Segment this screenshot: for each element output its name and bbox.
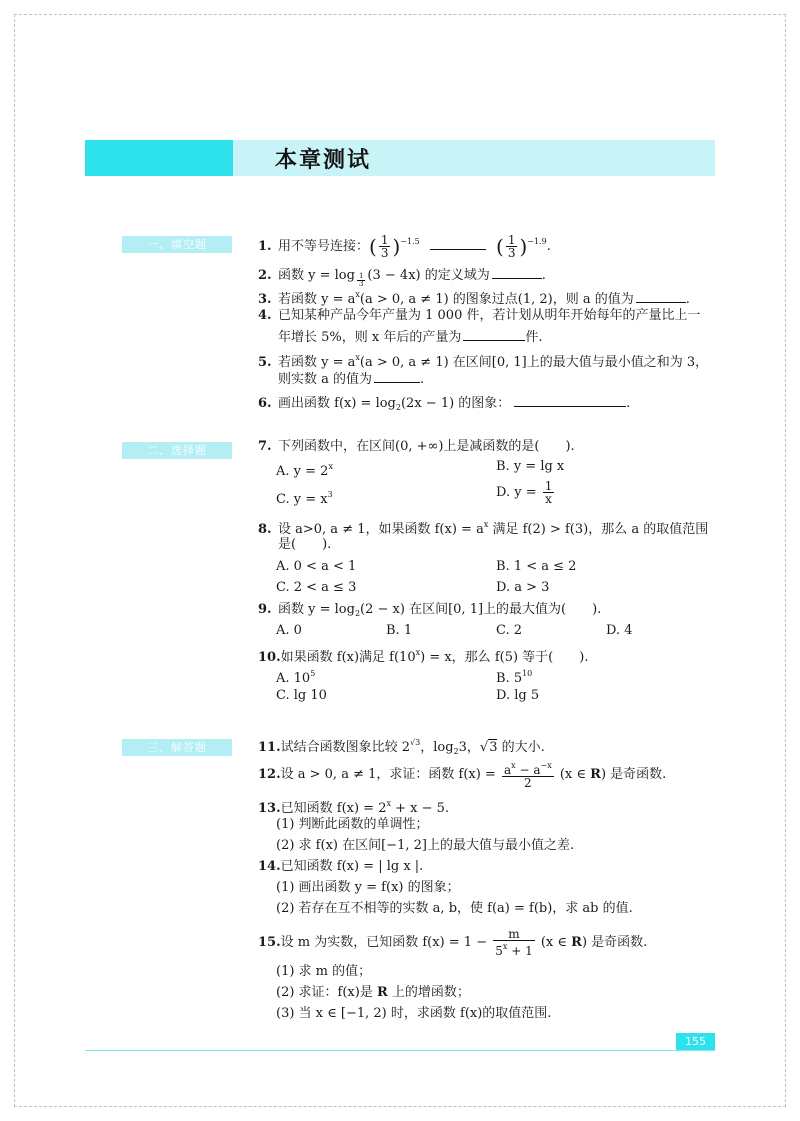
answer-blank[interactable] <box>463 327 525 341</box>
answer-blank[interactable] <box>636 289 686 303</box>
question-12: 12.设 a > 0, a ≠ 1，求证：函数 f(x) = $\frac{a^x - a^{-x}}{2}$ (x ∈ R) 是奇函数. <box>258 761 667 790</box>
option-8d[interactable]: D. a > 3 <box>496 580 550 595</box>
question-15-part-2: (2) 求证：f(x)是 R 上的增函数； <box>276 985 470 1000</box>
question-7: 7. 下列函数中，在区间(0, +∞)上是减函数的是( ). <box>258 439 575 454</box>
option-7a[interactable]: A. $y = 2^x$ <box>276 462 333 479</box>
question-5-line-2: 则实数 a 的值为 . <box>258 369 718 390</box>
option-10a[interactable]: A. $10^5$ <box>276 669 316 686</box>
question-8: 8. 设 a>0, a ≠ 1，如果函数 $f(x) = a^x$ 满足 f(2) > f(3)，那么 a 的取值范围 <box>258 520 709 537</box>
option-8c[interactable]: C. 2 < a ≤ 3 <box>276 580 357 595</box>
option-7c[interactable]: C. $y = x^3$ <box>276 490 333 507</box>
chapter-title: 本章测试 <box>275 148 372 173</box>
question-1: 1. 用不等号连接：( $\frac{1}{3}$ )$^{-1.5}$ ( $\frac{1}{3}$ )$^{-1.9}$. <box>258 233 551 260</box>
question-5: 5. 若函数 $y = a^x(a > 0$, a ≠ 1) 在区间[0, 1]上的最大值与最小值之和为 3， <box>258 353 709 370</box>
option-10b[interactable]: B. $5^{10}$ <box>496 669 533 686</box>
option-8a[interactable]: A. 0 < a < 1 <box>276 559 357 574</box>
question-15-part-1: (1) 求 m 的值； <box>276 964 372 979</box>
question-13-part-2: (2) 求 f(x) 在区间[−1, 2]上的最大值与最小值之差. <box>276 838 575 853</box>
option-9d[interactable]: D. 4 <box>606 623 633 638</box>
title-accent-block <box>85 140 233 176</box>
section-label-fill: 一、填空题 <box>122 236 232 253</box>
option-8b[interactable]: B. 1 < a ≤ 2 <box>496 559 577 574</box>
question-3: 3. 若函数 $y = a^x(a > 0$, a ≠ 1) 的图象过点(1, 2)，则 a 的值为 . <box>258 290 690 307</box>
chapter-title-bar <box>85 140 715 176</box>
option-9a[interactable]: A. 0 <box>276 623 302 638</box>
page-number: 155 <box>676 1033 715 1050</box>
question-14: 14.已知函数 f(x) = | lg x |. <box>258 859 424 874</box>
question-13-part-1: (1) 判断此函数的单调性； <box>276 817 429 832</box>
question-15-part-3: (3) 当 x ∈ [−1, 2) 时，求函数 f(x)的取值范围. <box>276 1006 552 1021</box>
question-8-line-2: 是( ). <box>278 537 332 552</box>
option-9b[interactable]: B. 1 <box>386 623 413 638</box>
question-10: 10.如果函数 f(x)满足 $f(10^x) = x$，那么 f(5) 等于( ). <box>258 648 589 665</box>
question-2: 2. 函数 y = log $_{\frac{1}{3}}$ (3 − 4x) 的定义域为 . <box>258 265 718 290</box>
question-11: 11.试结合函数图象比较 $2^{√3}$，$\log_23$，√3 的大小. <box>258 738 545 756</box>
option-9c[interactable]: C. 2 <box>496 623 523 638</box>
option-10d[interactable]: D. lg 5 <box>496 688 540 703</box>
option-7b[interactable]: B. y = lg x <box>496 459 565 474</box>
option-10c[interactable]: C. lg 10 <box>276 688 327 703</box>
answer-blank[interactable] <box>514 393 626 407</box>
question-4-line-2: 年增长 5%，则 x 年后的产量为 件. <box>258 327 718 348</box>
footer-rule <box>85 1050 715 1051</box>
option-7d[interactable]: D. y = $\frac{1}{x}$ <box>496 479 553 506</box>
question-13: 13.已知函数 $f(x) = 2^x + x - 5$. <box>258 799 450 816</box>
question-4: 4. 已知某种产品今年产量为 1 000 件，若计划从明年开始每年的产量比上一 <box>258 308 701 323</box>
answer-blank[interactable] <box>430 236 486 250</box>
section-label-answer: 三、解答题 <box>122 739 232 756</box>
question-9: 9. 函数 $y = \log_2(2 - x)$ 在区间[0, 1]上的最大值为( ). <box>258 602 602 618</box>
answer-blank[interactable] <box>492 265 542 279</box>
question-14-part-1: (1) 画出函数 y = f(x) 的图象； <box>276 880 460 895</box>
question-14-part-2: (2) 若存在互不相等的实数 a, b，使 f(a) = f(b)，求 ab 的值. <box>276 901 633 916</box>
answer-blank[interactable] <box>374 369 420 383</box>
question-15: 15.设 m 为实数，已知函数 f(x) = 1 − $\frac{m}{5^x + 1}$ (x ∈ R) 是奇函数. <box>258 927 648 958</box>
section-label-choice: 二、选择题 <box>122 442 232 459</box>
question-6: 6. 画出函数 $f(x) = \log_2(2x - 1)$ 的图象： . <box>258 393 718 418</box>
